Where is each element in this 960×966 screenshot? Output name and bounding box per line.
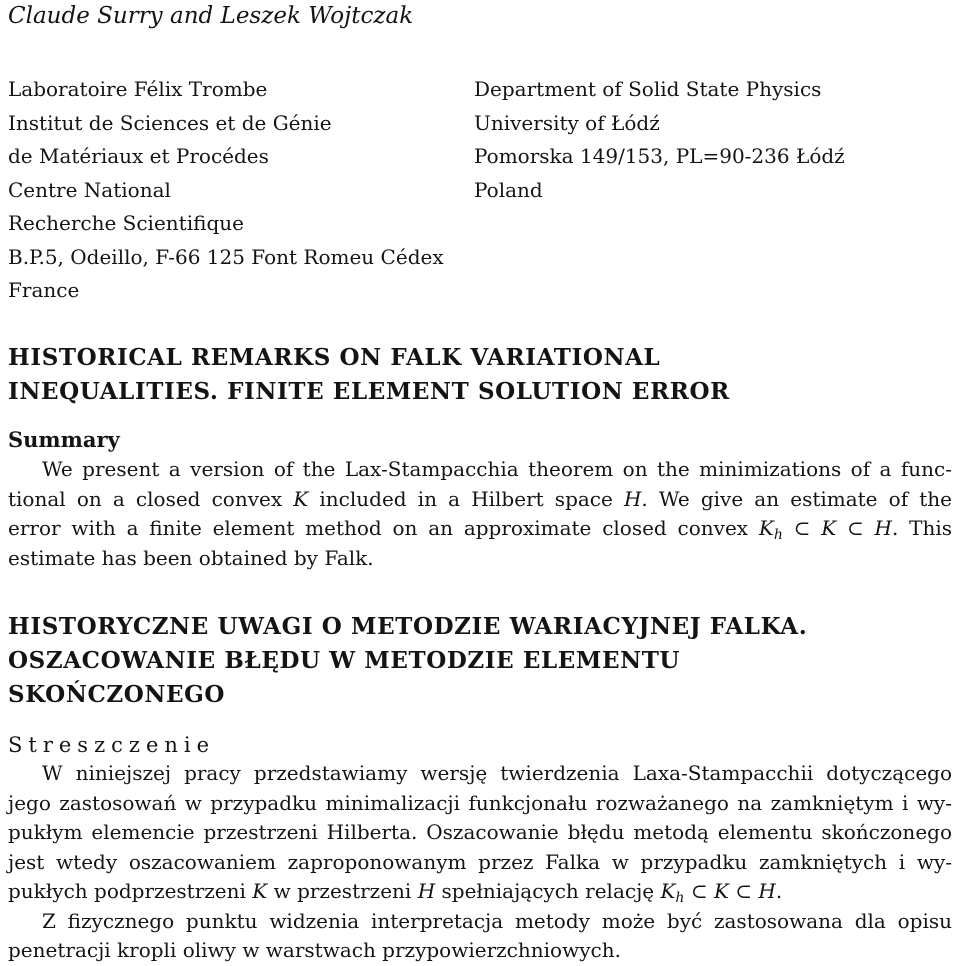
streszczenie-paragraph [8,759,952,966]
subset-symbol: ⊂ [846,516,864,540]
affiliation-line: Laboratoire Félix Trombe [8,77,268,101]
text-line: We present a version of the Lax-Stampacchia theorem on the minimizations of a func- [42,457,952,481]
title-line: OSZACOWANIE BŁĘDU W METODZIE ELEMENTU [8,647,681,674]
affiliation-line: Recherche Scientifique [8,211,244,235]
text-line: Z fizycznego punktu widzenia interpretacja metody może być zastosowana dla opisu [42,908,952,933]
text-line: pukłych podprzestrzeni K w przestrzeni H spełniających relację $K_h$ ⊂ K ⊂ H. [8,879,783,906]
math-symbol: K [713,879,729,903]
streszczenie-heading: Streszczenie [8,733,216,757]
title-line: HISTORYCZNE UWAGI O METODZIE WARIACYJNEJ FALKA. [8,613,808,640]
title-line: HISTORICAL REMARKS ON FALK VARIATIONAL [8,344,661,371]
authors: Claude Surry and Leszek Wojtczak [8,3,414,29]
affiliation-line: Pomorska 149/153, PL=90-236 Łódź [474,144,845,168]
text-line: pukłym elemencie przestrzeni Hilberta. Oszacowanie błędu metodą elementu skończonego [8,820,952,844]
text-line: jest wtedy oszacowaniem zaproponowanym przez Falka w przypadku zamkniętych i wy- [8,849,952,874]
affiliation-line: Poland [474,177,543,202]
affiliation-line: B.P.5, Odeillo, F-66 125 Font Romeu Cédex [8,244,444,269]
text-line: estimate has been obtained by Falk. [8,545,374,570]
text-line: error with a finite element method on an approximate closed convex $K_h$ ⊂ K ⊂ H. This [8,516,952,543]
affiliation-line: University of Łódź [474,110,660,135]
affiliation-right [474,73,845,207]
english-title [8,341,730,409]
title-line: SKOŃCZONEGO [8,681,226,708]
summary-paragraph [8,455,952,573]
affiliation-left [8,73,444,308]
text-line: jego zastosowań w przypadku minimalizacji funkcjonału rozważanego na zamkniętym i wy- [8,790,952,815]
polish-title [8,610,807,712]
text-line: tional on a closed convex K included in a Hilbert space H. We give an estimate of the [8,486,952,511]
math-symbol: H [758,879,776,903]
math-symbol: H [417,879,436,903]
math-symbol: H [874,516,892,540]
affiliation-line: Department of Solid State Physics [474,77,822,101]
affiliation-line: de Matériaux et Procédes [8,144,269,168]
summary-heading: Summary [8,427,120,452]
math-symbol: H [623,486,642,511]
affiliation-line: Centre National [8,177,171,202]
text-line: penetracji kropli oliwy w warstwach przypowierzchniowych. [8,938,621,962]
affiliation-line: France [8,278,80,302]
math-symbol: K [660,879,676,903]
subset-symbol: ⊂ [793,516,811,540]
affiliation-line: Institut de Sciences et de Génie [8,110,332,135]
text-line: W niniejszej pracy przedstawiamy wersję twierdzenia Laxa-Stampacchii dotyczącego [42,761,952,785]
math-symbol: K [821,516,837,540]
subset-symbol: ⊂ [735,879,753,903]
math-symbol: K [252,879,268,903]
math-symbol: K [758,516,774,540]
title-line: INEQUALITIES. FINITE ELEMENT SOLUTION ERROR [8,378,730,405]
math-symbol: K [293,486,309,511]
subset-symbol: ⊂ [690,879,708,903]
